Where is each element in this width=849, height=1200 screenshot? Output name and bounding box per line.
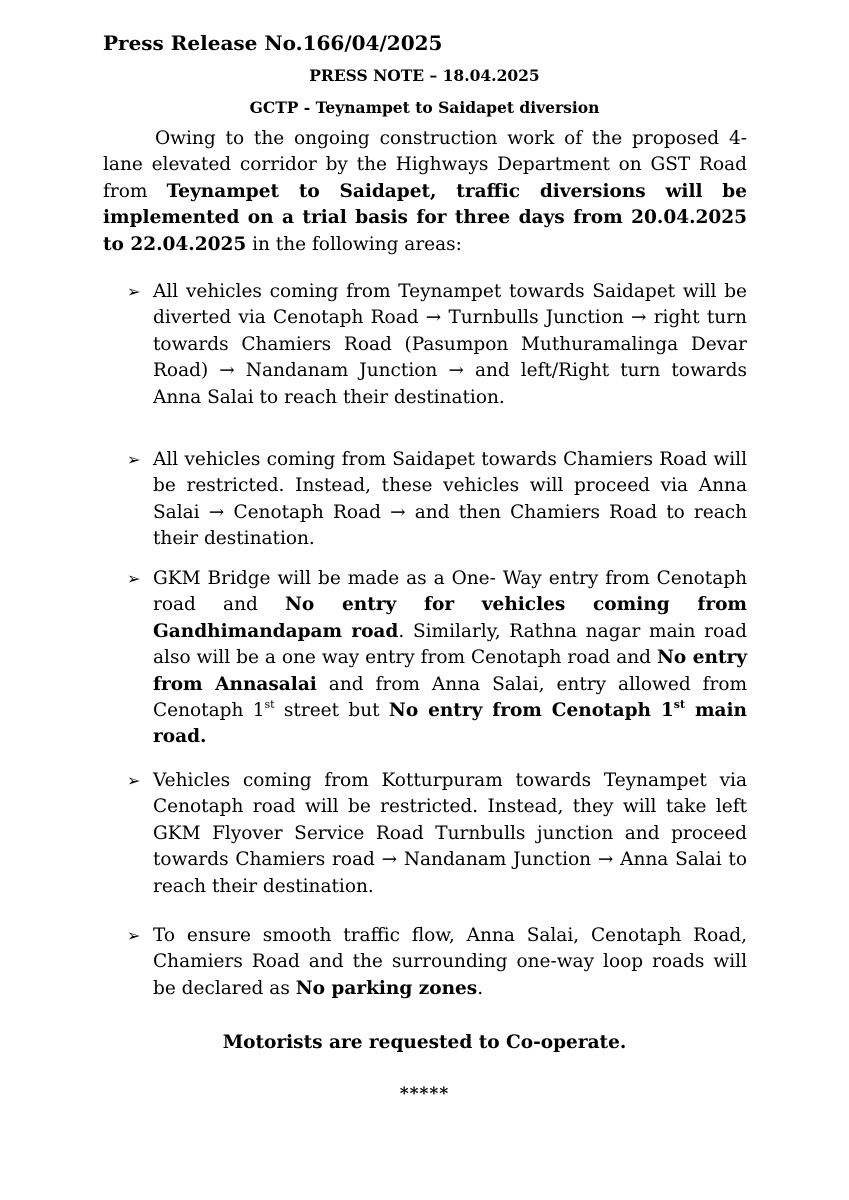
arrow-right-icon: → bbox=[630, 307, 647, 329]
intro-text-1: Owing to the ongoing construction work of the proposed 4-lane elevated corridor by the Highways Department on GST Road from bbox=[103, 128, 747, 202]
bullet-item-kotturpuram-restriction: ➢ Vehicles coming from Kotturpuram towards Teynampet via Cenotaph road will be restricted. Instead, they will take left GKM Flyover Service Road Turnbulls junction and proceed towards Chamiers road → Nandanam Junction → Anna Salai to reach their destination. bbox=[127, 770, 747, 897]
bullet-item-gkm-bridge: ➢ GKM Bridge will be made as a One- Way entry from Cenotaph road and No entry for vehicles coming from Gandhimandapam road. Similarly, Rathna nagar main road also will be a one way entry from Cenotaph road and No entry from Annasalai and from Anna Salai, entry allowed from Cenotaph 1st street but No entry from Cenotaph 1st main road. bbox=[127, 568, 748, 748]
arrow-right-icon: → bbox=[448, 360, 464, 382]
closing-request: Motorists are requested to Co-operate. bbox=[222, 1032, 627, 1053]
arrowhead-bullet-icon: ➢ bbox=[127, 771, 141, 790]
arrowhead-bullet-icon: ➢ bbox=[127, 926, 141, 945]
bullet-item-no-parking: ➢ To ensure smooth traffic flow, Anna Salai, Cenotaph Road, Chamiers Road and the surrounding one-way loop roads will be declared as No parking zones. bbox=[127, 925, 747, 999]
press-note-subject: GCTP - Teynampet to Saidapet diversion bbox=[249, 98, 600, 117]
arrowhead-bullet-icon: ➢ bbox=[127, 282, 141, 301]
end-mark: ***** bbox=[399, 1084, 450, 1104]
arrow-right-icon: → bbox=[425, 307, 442, 329]
press-release-number: Press Release No.166/04/2025 bbox=[103, 31, 443, 55]
intro-paragraph bbox=[103, 126, 747, 258]
intro-text-2: in the following areas: bbox=[246, 233, 462, 255]
arrow-right-icon: → bbox=[381, 849, 398, 871]
arrow-right-icon: → bbox=[219, 360, 235, 382]
arrow-right-icon: → bbox=[390, 501, 406, 523]
bullet-item-teynampet-diversion: ➢ All vehicles coming from Teynampet towards Saidapet will be diverted via Cenotaph Road → Turnbulls Junction → right turn towards Chamiers Road (Pasumpon Muthuramalinga Devar Road) → Nandanam Junction → and left/Right turn towards Anna Salai to reach their destination. bbox=[127, 281, 747, 408]
arrow-right-icon: → bbox=[208, 501, 225, 523]
arrowhead-bullet-icon: ➢ bbox=[127, 569, 141, 588]
arrow-right-icon: → bbox=[597, 849, 614, 871]
press-note-date: PRESS NOTE – 18.04.2025 bbox=[309, 66, 540, 85]
arrowhead-bullet-icon: ➢ bbox=[127, 450, 141, 469]
bullet-item-saidapet-restriction: ➢ All vehicles coming from Saidapet towards Chamiers Road will be restricted. Instead, these vehicles will proceed via Anna Salai → Cenotaph Road → and then Chamiers Road to reach their destination. bbox=[127, 449, 748, 550]
intro-bold-dates: Teynampet to Saidapet, traffic diversions will be implemented on a trial basis for three days from 20.04.2025 to 22.04.2025 bbox=[103, 180, 747, 255]
